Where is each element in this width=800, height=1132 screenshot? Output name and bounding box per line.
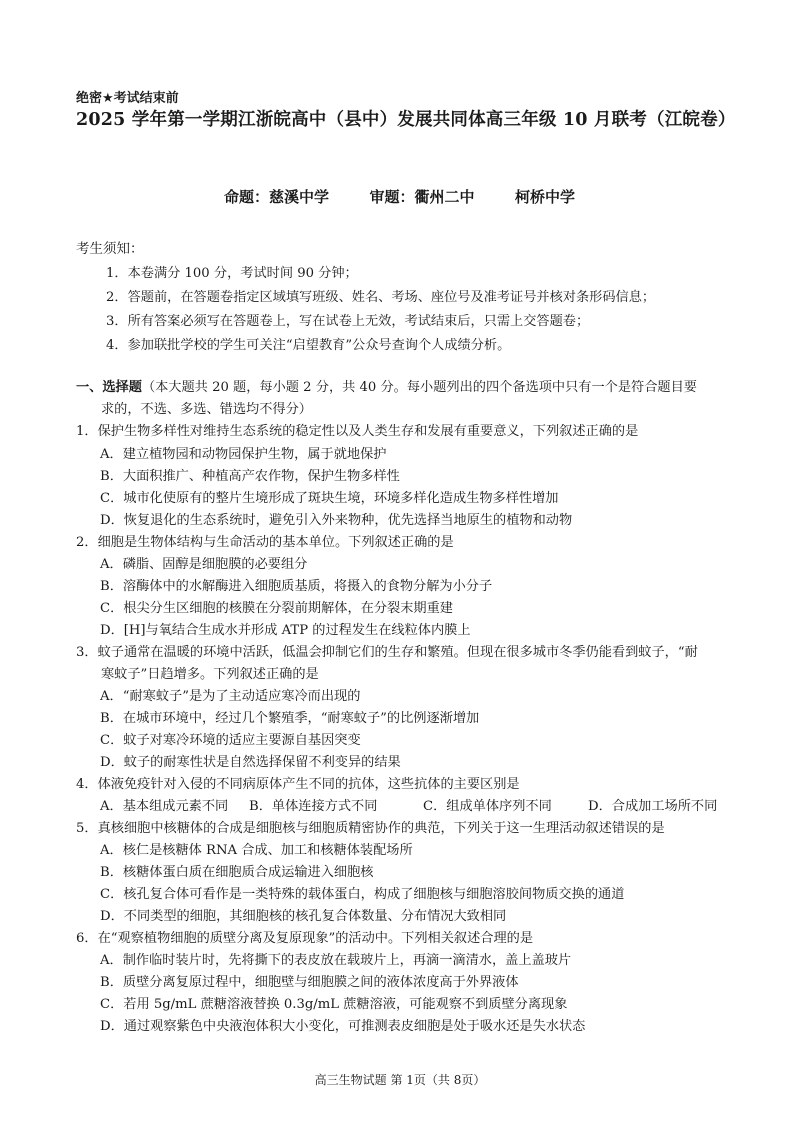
- reviewer-2: 柯桥中学: [514, 188, 575, 206]
- question-2-option-a: A．磷脂、固醇是细胞膜的必要组分: [100, 557, 308, 572]
- question-3-option-d: D．蚊子的耐寒性状是自然选择保留不利变异的结果: [100, 755, 401, 770]
- question-4-option-c: C．组成单体序列不同: [423, 799, 552, 814]
- question-2-option-c: C．根尖分生区细胞的核膜在分裂前期解体，在分裂末期重建: [100, 601, 453, 616]
- authors-line: [224, 186, 575, 207]
- question-2-option-d: D．[H]与氧结合生成水并形成 ATP 的过程发生在线粒体内膜上: [100, 623, 471, 638]
- section-intro-cont: 求的，不选、多选、错选均不得分）: [101, 402, 312, 417]
- section-heading: [76, 376, 697, 395]
- confidential-label: 绝密★考试结束前: [76, 91, 179, 106]
- question-6-option-c: C．若用 5g/mL 蔗糖溶液替换 0.3g/mL 蔗糖溶液，可能观察不到质壁分离现象: [100, 997, 568, 1012]
- question-2-option-b: B．溶酶体中的水解酶进入细胞质基质，将摄入的食物分解为小分子: [100, 579, 493, 594]
- section-label: 一、选择题: [76, 380, 142, 395]
- exam-title: 2025 学年第一学期江浙皖高中（县中）发展共同体高三年级 10 月联考（江皖卷）: [76, 110, 736, 130]
- question-6-option-d: D．通过观察紫色中央液泡体积大小变化，可推测表皮细胞是处于吸水还是失水状态: [100, 1019, 586, 1034]
- notice-item: 1．本卷满分 100 分，考试时间 90 分钟；: [106, 266, 358, 281]
- section-intro: （本大题共 20 题，每小题 2 分，共 40 分。每小题列出的四个备选项中只有一个是符合题目要: [141, 380, 697, 395]
- notice-item: 4．参加联批学校的学生可关注“启望教育”公众号查询个人成绩分析。: [106, 338, 511, 353]
- notice-item: 3．所有答案必须写在答题卷上，写在试卷上无效，考试结束后，只需上交答题卷；: [106, 314, 590, 329]
- question-4-options: [0, 795, 800, 817]
- question-5-option-a: A．核仁是核糖体 RNA 合成、加工和核糖体装配场所: [100, 843, 413, 858]
- question-5-option-c: C．核孔复合体可看作是一类特殊的载体蛋白，构成了细胞核与细胞溶胶间物质交换的通道: [100, 887, 625, 902]
- question-4-stem: 4．体液免疫针对入侵的不同病原体产生不同的抗体，这些抗体的主要区别是: [76, 777, 520, 792]
- question-3-stem: 3．蚊子通常在温暖的环境中活跃，低温会抑制它们的生存和繁殖。但现在很多城市冬季仍能看到蚊子，“耐: [76, 645, 698, 660]
- question-2-stem: 2．细胞是生物体结构与生命活动的基本单位。下列叙述正确的是: [76, 535, 454, 550]
- question-3-option-b: B．在城市环境中，经过几个繁殖季，“耐寒蚊子”的比例逐渐增加: [100, 711, 480, 726]
- question-6-stem: 6．在“观察植物细胞的质壁分离及复原现象”的活动中。下列相关叙述合理的是: [76, 931, 534, 946]
- reviewer: 审题：衢州二中: [369, 188, 475, 206]
- page-footer: 高三生物试题 第 1页（共 8页）: [314, 1073, 486, 1087]
- question-1-option-a: A．建立植物园和动物园保护生物，属于就地保护: [100, 447, 387, 462]
- notice-item: 2．答题前，在答题卷指定区域填写班级、姓名、考场、座位号及准考证号并核对条形码信息；: [106, 290, 656, 305]
- question-5-option-b: B．核糖体蛋白质在细胞质合成运输进入细胞核: [100, 865, 374, 880]
- question-5-stem: 5．真核细胞中核糖体的合成是细胞核与细胞质精密协作的典范，下列关于这一生理活动叙述错误的是: [76, 821, 665, 836]
- notice-heading: 考生须知：: [76, 241, 144, 257]
- question-6-option-b: B．质壁分离复原过程中，细胞壁与细胞膜之间的液体浓度高于外界液体: [100, 975, 519, 990]
- question-1-option-b: B．大面积推广、种植高产农作物，保护生物多样性: [100, 469, 400, 484]
- setter: 命题：慈溪中学: [224, 188, 330, 206]
- question-3-stem-cont: 寒蚊子”日趋增多。下列叙述正确的是: [101, 667, 319, 682]
- question-3-option-c: C．蚊子对寒冷环境的适应主要源自基因突变: [100, 733, 361, 748]
- question-1-option-c: C．城市化使原有的整片生境形成了斑块生境，环境多样化造成生物多样性增加: [100, 491, 559, 506]
- question-3-option-a: A．“耐寒蚊子”是为了主动适应寒冷而出现的: [100, 689, 361, 704]
- question-1-option-d: D．恢复退化的生态系统时，避免引入外来物种，优先选择当地原生的植物和动物: [100, 513, 573, 528]
- question-6-option-a: A．制作临时装片时，先将撕下的表皮放在载玻片上，再滴一滴清水，盖上盖玻片: [100, 953, 572, 968]
- question-4-option-a: A．基本组成元素不同: [100, 799, 229, 814]
- question-4-option-b: B．单体连接方式不同: [249, 799, 378, 814]
- question-5-option-d: D．不同类型的细胞，其细胞核的核孔复合体数量、分布情况大致相同: [100, 909, 507, 924]
- question-4-option-d: D．合成加工场所不同: [588, 799, 718, 814]
- question-1-stem: 1．保护生物多样性对维持生态系统的稳定性以及人类生存和发展有重要意义，下列叙述正确的是: [76, 424, 639, 439]
